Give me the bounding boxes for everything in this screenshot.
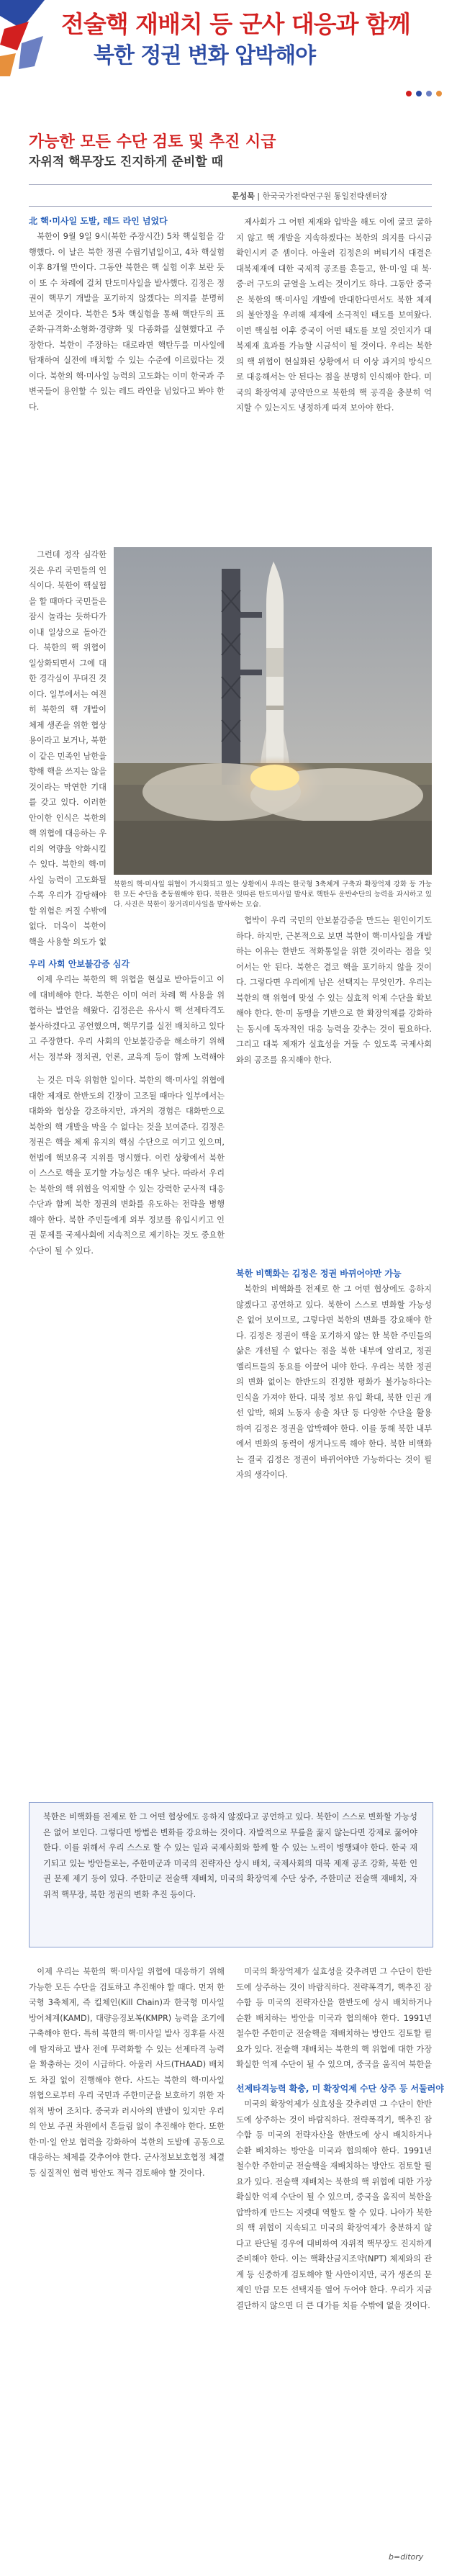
body-text-column	[29, 972, 225, 1062]
decorative-dots	[403, 86, 453, 101]
section-heading: 선제타격능력 확충, 미 확장억제 수단 상주 등 서둘러야	[236, 2084, 444, 2094]
body-text-column	[236, 2097, 432, 2543]
body-text-column	[236, 1964, 432, 2072]
paragraph: 북한이 9월 9일 9시(북한 주장시간) 5차 핵실험을 감행했다. 이 날은 북한 정권 수립기념일이고, 4차 핵실험 이후 8개월 만이다. 그동안 북한은 핵 실험 이후 보란 듯이 또 수 차례에 걸쳐 탄도미사일을 발사했다. 김정은 정권이 핵무기 개발을 포기하지 않겠다는 의지를 분명히 보여준 것이다. 북한은 5차 핵실험을 통해 핵탄두의 표준화·규격화·소형화·경량화 및 다종화를 실현했다고 주장한다. 북한이 주장하는 대로라면 핵탄두를 미사일에 탑재하여 실전에 배치할 수 있는 수준에 이르렀다는 것이다. 북한의 핵·미사일 능력의 고도화는 이미 한국과 주변국들이 용인할 수 있는 레드 라인을 넘었다고 봐야 한다.	[29, 232, 225, 412]
paragraph: 협박이 우리 국민의 안보불감증을 만드는 원인이기도 하다. 하지만, 근본적으로 보면 북한이 핵·미사일을 개발하는 이유는 한반도 적화통일을 위한 것이라는 점을 잊어서는 안 된다. 북한은 결코 핵을 포기하지 않을 것이다. 그렇다면 우리에게 남은 선택지는 무엇인가. 우리는 북한의 핵 위협에 맞설 수 있는 실효적 억제 수단을 확보해야 한다. 한·미 동맹을 기반으로 한 확장억제를 강화하는 동시에 독자적인 대응 능력을 갖추는 것이 필요하다. 그리고 대북 제재가 실효성을 거둘 수 있도록 국제사회와의 공조를 유지해야 한다.	[236, 916, 432, 1065]
body-text-column	[29, 1964, 225, 2562]
decorative-corner-graphic	[0, 0, 58, 79]
section-heading: 北 핵·미사일 도발, 레드 라인 넘었다	[29, 216, 168, 226]
author-affiliation: 한국국가전략연구원 통일전략센터장	[262, 192, 388, 201]
divider	[29, 184, 432, 185]
rocket-launch-photo	[114, 547, 432, 875]
rocket-launch-illustration	[114, 547, 432, 875]
highlight-box-text: 북한은 비핵화를 전제로 한 그 어떤 협상에도 응하지 않겠다고 공언하고 있다. 북한이 스스로 변화할 가능성은 없어 보인다. 그렇다면 방법은 변화를 강요하는 것이다. 자발적으로 무릎을 꿇지 않는다면 강제로 꿇어야 한다. 이를 위해서 우리 스스로 할 수 있는 일과 국제사회와 함께 할 수 있는 노력이 병행돼야 한다. 한국 재기되고 있는 방안들로는, 주한미군과 미국의 전략자산 상시 배치, 국제사회의 대북 제재 공조 강화, 북한 인권 문제 제기 등이 있다. 주한미군 전술핵 재배치, 미국의 확장억제 수단 상주, 주한미군 전술핵 재배치, 자위적 핵무장, 북한 정권의 변화 추진 등이다.	[43, 1812, 417, 1899]
subtitle-dark: 자위적 핵무장도 진지하게 준비할 때	[29, 155, 224, 169]
divider	[29, 206, 432, 207]
body-text-column	[29, 1073, 225, 1789]
paragraph: 미국의 확장억제가 실효성을 갖추려면 그 수단이 한반도에 상주하는 것이 바람직하다. 전략폭격기, 핵추진 잠수함 등 미국의 전략자산을 한반도에 상시 배치하거나 순환 배치하는 방안을 미국과 협의해야 한다. 1991년 철수한 주한미군 전술핵을 재배치하는 방안도 검토할 필요가 있다. 전술핵 재배치는 북한의 핵 위협에 대한 가장 확실한 억제 수단이 될 수 있으며, 중국을 움직여 북한을	[236, 1967, 432, 2069]
section-heading: 북한 비핵화는 김정은 정권 바뀌어야만 가능	[236, 1269, 402, 1279]
body-text-column-narrow	[29, 547, 107, 950]
subtitle-red: 가능한 모든 수단 검토 및 추진 시급	[29, 133, 276, 151]
paragraph: 는 것은 더욱 위험한 일이다. 북한의 핵·미사일 위협에 대한 제재로 한반도의 긴장이 고조될 때마다 일부에서는 대화와 협상을 강조하지만, 과거의 경험은 대화만으로 북한의 핵 개발을 막을 수 없다는 것을 보여준다. 김정은 정권은 핵을 체제 유지의 핵심 수단으로 여기고 있으며, 헌법에 핵보유국 지위를 명시했다. 이런 상황에서 북한이 스스로 핵을 포기할 가능성은 매우 낮다. 따라서 우리는 북한의 핵 위협을 억제할 수 있는 강력한 군사적 대응 수단과 함께 북한 정권의 변화를 유도하는 전략을 병행해야 한다. 북한 주민들에게 외부 정보를 유입시키고 인권 문제를 국제사회에 지속적으로 제기하는 것도 중요한 수단이 될 수 있다.	[29, 1076, 225, 1256]
paragraph: 그런데 정작 심각한 것은 우리 국민들의 인식이다. 북한이 핵실험을 할 때마다 국민들은 잠시 놀라는 듯하다가 이내 일상으로 돌아간다. 북한의 핵 위협이 일상화되면서 그에 대한 경각심이 무뎌진 것이다. 일부에서는 여전히 북한의 핵 개발이 체제 생존을 위한 협상용이라고 보거나, 북한이 같은 민족인 남한을 향해 핵을 쓰지는 않을 것이라는 막연한 기대를 갖고 있다. 이러한 안이한 인식은 북한의 핵 위협에 대응하는 우리의 역량을 약화시킬 수 있다. 북한의 핵·미사일 능력이 고도화될수록 우리가 감당해야 할 위험은 커질 수밖에 없다. 더욱이 북한이 핵을 사용할 의도가 없	[29, 550, 107, 947]
body-text-column	[29, 229, 225, 539]
paragraph: 북한의 비핵화를 전제로 한 그 어떤 협상에도 응하지 않겠다고 공언하고 있다. 북한이 스스로 변화할 가능성은 없어 보이므로, 그렇다면 북한의 변화를 강요해야 한다. 김정은 정권이 핵을 포기하지 않는 한 북한 주민들의 삶은 개선될 수 없다는 점을 북한 내부에 알리고, 정권 엘리트들의 동요를 이끌어 내야 한다. 우리는 북한 정권의 변화 없이는 한반도의 진정한 평화가 불가능하다는 인식을 가져야 한다. 대북 정보 유입 확대, 북한 인권 개선 압박, 해외 노동자 송출 차단 등 다양한 수단을 활용하여 김정은 정권을 압박해야 한다. 이를 통해 북한 내부에서 변화의 동력이 생겨나도록 해야 한다. 북한 비핵화는 결국 김정은 정권이 바뀌어야만 가능하다는 것이 필자의 생각이다.	[236, 1284, 432, 1480]
body-text-column	[236, 1282, 432, 1789]
headline-line-2: 북한 정권 변화 압박해야	[94, 43, 316, 68]
paragraph: 제사회가 그 어떤 제재와 압박을 해도 이에 굴코 굴하지 않고 핵 개발을 지속하겠다는 북한의 의지를 다시금 확인시켜 준 셈이다. 아울러 김정은의 버티기식 대결은 대북제재에 대한 국제적 공조를 흔들고, 한·미·일 대 북·중·러 구도의 균열을 노리는 것이기도 하다. 그동안 중국은 북한의 핵·미사일 개발에 반대한다면서도 북한 체제의 불안정을 우려해 제재에 소극적인 태도를 보여왔다. 이번 핵실험 이후 중국이 어떤 태도를 보일 것인지가 대북제재 효과를 가늠할 시금석이 될 것이다. 우리는 북한의 핵 위협이 현실화된 상황에서 더 이상 과거의 방식으로 대응해서는 안 된다는 점을 분명히 인식해야 한다. 미국의 확장억제 공약만으로 북한의 핵 공격을 충분히 억지할 수 있는지도 냉정하게 따져 보아야 한다.	[236, 217, 432, 413]
author-name: 문성묵	[232, 192, 255, 201]
paragraph: 이제 우리는 북한의 핵 위협을 현실로 받아들이고 이에 대비해야 한다. 북한은 이미 여러 차례 핵 사용을 위협하는 발언을 해왔다. 김정은은 유사시 핵 선제타격도 불사하겠다고 공언했으며, 핵무기를 실전 배치하고 있다고 주장한다. 우리 사회의 안보불감증을 해소하기 위해서는 정부와 정치권, 언론, 교육계 등이 함께 노력해야	[29, 975, 225, 1062]
body-text-column	[236, 913, 432, 1258]
photo-caption: 북한의 핵·미사일 위협이 가시화되고 있는 상황에서 우리는 한국형 3축체계 구축과 확장억제 강화 등 가능한 모든 수단을 총동원해야 한다. 북한은 잇따른 탄도미사일 발사로 핵탄두 운반수단의 능력을 과시하고 있다. 사진은 북한이 장거리미사일을 발사하는 모습.	[114, 881, 432, 909]
end-mark: b=ditory	[389, 2552, 424, 2562]
section-heading: 우리 사회 안보불감증 심각	[29, 959, 130, 969]
paragraph: 미국의 확장억제가 실효성을 갖추려면 그 수단이 한반도에 상주하는 것이 바람직하다. 전략폭격기, 핵추진 잠수함 등 미국의 전략자산을 한반도에 상시 배치하거나 순환 배치하는 방안을 미국과 협의해야 한다. 1991년 철수한 주한미군 전술핵을 재배치하는 방안도 검토할 필요가 있다. 전술핵 재배치는 북한의 핵 위협에 대한 가장 확실한 억제 수단이 될 수 있으며, 중국을 움직여 북한을 압박하게 만드는 지렛대 역할도 할 수 있다. 나아가 북한의 핵 위협이 지속되고 미국의 확장억제가 충분하지 않다고 판단될 경우에 대비하여 자위적 핵무장도 진지하게 준비해야 한다. 이는 핵확산금지조약(NPT) 체제와의 관계 등 신중하게 검토해야 할 사안이지만, 국가 생존의 문제인 만큼 모든 선택지를 열어 두어야 한다. 우리가 지금 결단하지 않으면 더 큰 대가를 치를 수밖에 없을 것이다.	[236, 2099, 432, 2310]
paragraph: 이제 우리는 북한의 핵·미사일 위협에 대응하기 위해 가능한 모든 수단을 검토하고 추진해야 할 때다. 먼저 한국형 3축체계, 즉 킬체인(Kill Chain)과 한국형 미사일방어체계(KAMD), 대량응징보복(KMPR) 능력을 조기에 구축해야 한다. 특히 북한의 핵·미사일 발사 징후를 사전에 탐지하고 발사 전에 무력화할 수 있는 선제타격 능력을 확충하는 것이 시급하다. 아울러 사드(THAAD) 배치도 차질 없이 진행해야 한다. 사드는 북한의 핵·미사일 위협으로부터 우리 국민과 주한미군을 보호하기 위한 자위적 방어 조치다. 중국과 러시아의 반발이 있지만 우리의 안보 주권 차원에서 흔들림 없이 추진해야 한다. 또한 한·미·일 안보 협력을 강화하여 북한의 도발에 공동으로 대응하는 체제를 갖추어야 한다. 군사정보보호협정 체결 등 실질적인 협력 방안도 적극 검토해야 할 것이다.	[29, 1967, 225, 2178]
body-text-column	[236, 215, 432, 540]
byline: 문성묵 | 한국국가전략연구원 통일전략센터장	[232, 192, 388, 201]
headline-line-1: 전술핵 재배치 등 군사 대응과 함께	[61, 10, 410, 38]
